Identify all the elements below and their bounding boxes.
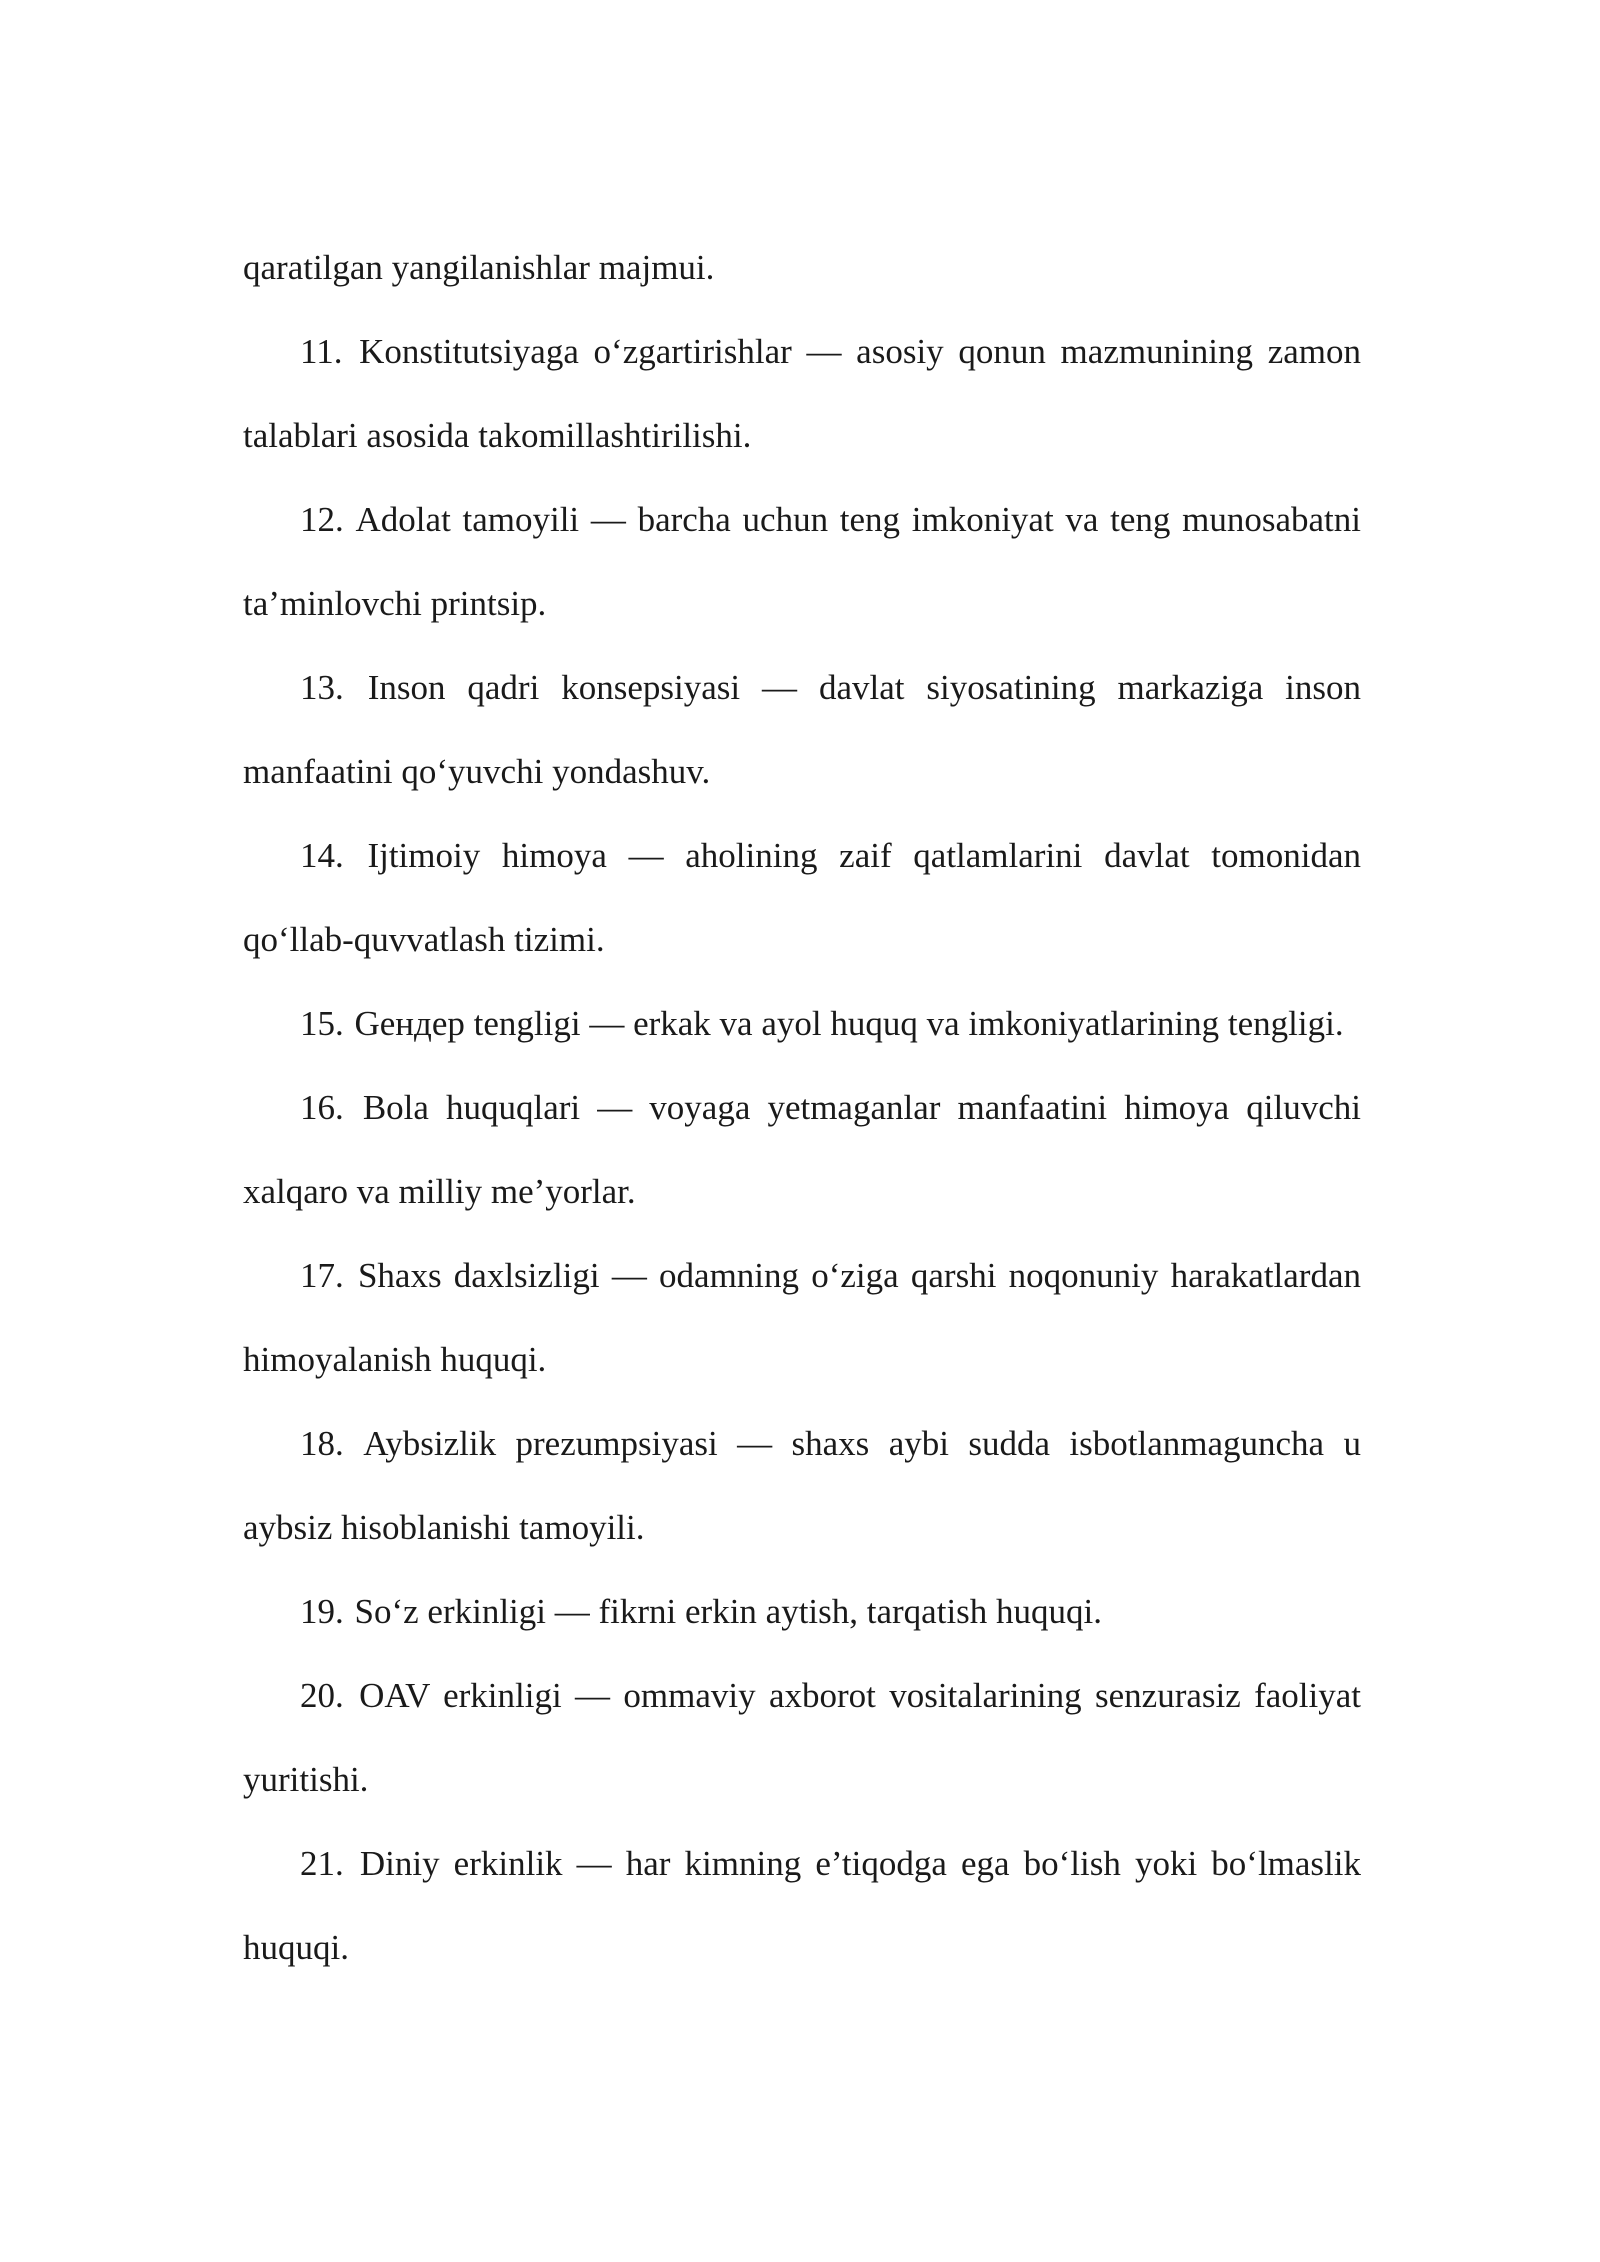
list-item [243, 1654, 1361, 1822]
item-text: Gендер tengligi — erkak va ayol huquq va imkoniyatlarining tengligi. [354, 1004, 1344, 1043]
item-text: Diniy erkinlik — har kimning e’tiqodga ega bo‘lish yoki bo‘lmaslik huquqi. [243, 1844, 1362, 1967]
item-number: 21. [300, 1844, 344, 1883]
list-item [243, 478, 1361, 646]
item-number: 11. [300, 332, 343, 371]
item-text: Inson qadri konsepsiyasi — davlat siyosatining markaziga inson manfaatini qo‘yuvchi yondashuv. [243, 668, 1362, 791]
item-text: So‘z erkinligi — fikrni erkin aytish, tarqatish huquqi. [354, 1592, 1103, 1631]
item-number: 18. [300, 1424, 344, 1463]
document-page [243, 226, 1361, 1990]
item-text: Shaxs daxlsizligi — odamning o‘ziga qarshi noqonuniy harakatlardan himoyalanish huquqi. [243, 1256, 1361, 1379]
item-number: 12. [300, 500, 344, 539]
list-item [243, 1402, 1361, 1570]
list-item [243, 1570, 1361, 1654]
item-text: Adolat tamoyili — barcha uchun teng imkoniyat va teng munosabatni ta’minlovchi printsip. [243, 500, 1361, 623]
item-number: 14. [300, 836, 344, 875]
list-item [243, 310, 1361, 478]
item-number: 20. [300, 1676, 344, 1715]
continuation-paragraph: qaratilgan yangilanishlar majmui. [243, 248, 715, 287]
item-text: Ijtimoiy himoya — aholining zaif qatlamlarini davlat tomonidan qo‘llab-quvvatlash tizimi. [243, 836, 1361, 959]
list-item [243, 1234, 1361, 1402]
item-number: 17. [300, 1256, 344, 1295]
list-item [243, 646, 1361, 814]
list-item [243, 1066, 1361, 1234]
item-number: 15. [300, 1004, 344, 1043]
item-number: 19. [300, 1592, 344, 1631]
item-text: Bola huquqlari — voyaga yetmaganlar manfaatini himoya qiluvchi xalqaro va milliy me’yorlar. [243, 1088, 1361, 1211]
list-item [243, 814, 1361, 982]
item-text: Konstitutsiyaga o‘zgartirishlar — asosiy qonun mazmunining zamon talablari asosida takomillashtirilishi. [243, 332, 1362, 455]
list-item [243, 1822, 1361, 1990]
item-number: 13. [300, 668, 344, 707]
item-text: OAV erkinligi — ommaviy axborot vositalarining senzurasiz faoliyat yuritishi. [243, 1676, 1361, 1799]
item-number: 16. [300, 1088, 344, 1127]
item-text: Aybsizlik prezumpsiyasi — shaxs aybi sudda isbotlanmaguncha u aybsiz hisoblanishi tamoyili. [243, 1424, 1361, 1547]
list-item [243, 982, 1361, 1066]
